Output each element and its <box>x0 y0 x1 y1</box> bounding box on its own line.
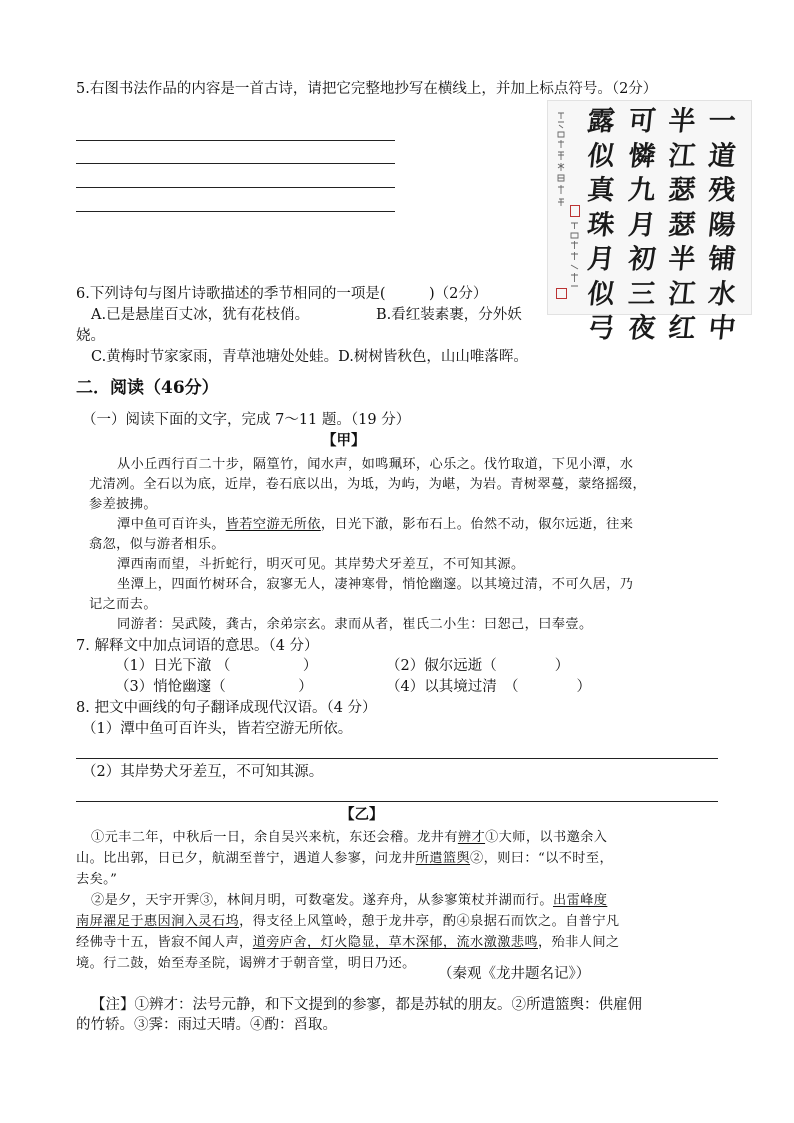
q8-sentence-2: （2）其岸势犬牙差互，不可知其源。 <box>82 764 324 780</box>
q6-option-b[interactable]: B.看红装素裹，分外妖 <box>376 307 522 323</box>
jia-line-underlined: 潭中鱼可百许头，皆若空游无所依，日光下澈，影布石上。佁然不动，俶尔远逝，往来 <box>117 517 634 532</box>
calligraphy-column-2: 半 江 瑟 瑟 半 江 红 <box>666 106 698 344</box>
calligraphy-inscription <box>556 111 570 214</box>
yi-line: 山。比出郭，日已夕，航湖至普宁，遇道人参寥，问龙井所遣篮舆②，则曰：“以不时至， <box>76 851 614 866</box>
yi-title: 【乙】 <box>340 806 384 823</box>
q6-options-cd[interactable]: C.黄梅时节家家雨，青草池塘处处蛙。D.树树皆秋色，山山唯落晖。 <box>91 349 528 365</box>
q7-stem: 7. 解释文中加点词语的意思。（4 分） <box>76 638 319 654</box>
q8-stem: 8. 把文中画线的句子翻译成现代汉语。（4 分） <box>76 700 377 716</box>
q5-text: 5.右图书法作品的内容是一首古诗，请把它完整地抄写在横线上，并加上标点符号。（2分） <box>76 81 658 97</box>
yi-line: ②是夕，天宇开霁③，林间月明，可数毫发。遂弃舟，从参寥策杖并湖而行。出雷峰度 <box>91 893 608 908</box>
part1-intro: （一）阅读下面的文字，完成 7～11 题。（19 分） <box>82 412 411 428</box>
note-line: 的竹轿。③霁：雨过天晴。④酌：舀取。 <box>76 1017 337 1033</box>
answer-line-1[interactable] <box>76 140 395 141</box>
q6-option-a[interactable]: A.已是悬崖百丈冰，犹有花枝俏。 <box>91 307 310 323</box>
jia-line: 坐潭上，四面竹树环合，寂寥无人，凄神寒骨，悄怆幽邃。以其境过清，不可久居，乃 <box>117 577 634 592</box>
jia-line: 从小丘西行百二十步，隔篁竹，闻水声，如鸣珮环，心乐之。伐竹取道，下见小潭，水 <box>117 457 634 472</box>
yi-line: 去矣。” <box>76 872 118 887</box>
q7-item-2[interactable]: （2）俶尔远逝（ ） <box>386 658 570 674</box>
jia-line: 潭西南而望，斗折蛇行，明灭可见。其岸势犬牙差互，不可知其源。 <box>117 557 525 572</box>
q7-item-3[interactable]: （3）悄怆幽邃（ ） <box>115 679 313 695</box>
calligraphy-image <box>547 100 752 344</box>
yi-line: 经佛寺十五，皆寂不闻人声，道旁庐舍，灯火隐显，草木深郁，流水激激悲鸣，殆非人间之 <box>76 935 620 950</box>
q7-item-4[interactable]: （4）以其境过清 （ ） <box>386 679 591 695</box>
yi-line: ①元丰二年，中秋后一日，余自吴兴来杭，东还会稽。龙井有辨才①大师，以书邀余入 <box>91 830 608 845</box>
jia-line: 尤清冽。全石以为底，近岸，卷石底以出，为坻，为屿，为嵁，为岩。青树翠蔓，蒙络摇缀， <box>89 477 647 492</box>
calligraphy-column-1: 一 道 残 陽 铺 水 中 <box>706 106 738 344</box>
seal-stamp <box>556 288 567 299</box>
yi-source: （秦观《龙井题名记》） <box>438 966 591 982</box>
answer-line-4[interactable] <box>76 211 395 212</box>
answer-line-2[interactable] <box>76 163 395 164</box>
q8-sentence-1: （1）潭中鱼可百许头，皆若空游无所依。 <box>82 721 353 737</box>
jia-title: 【甲】 <box>322 432 366 449</box>
q6-stem: 6.下列诗句与图片诗歌描述的季节相同的一项是( )（2分） <box>76 286 488 302</box>
inscription-strokes-2 <box>570 221 579 291</box>
jia-line: 参差披拂。 <box>89 497 157 512</box>
calligraphy-column-4: 露 似 真 珠 月 似 弓 <box>585 106 617 344</box>
calligraphy-column-3: 可 憐 九 月 初 三 夜 <box>626 106 658 344</box>
jia-line: 记之而去。 <box>89 597 157 612</box>
calligraphy-inscription-2 <box>570 221 580 294</box>
q8-answer-line-1[interactable] <box>76 758 718 759</box>
yi-line: 境。行二鼓，始至寿圣院，谒辨才于朝音堂，明日乃还。 <box>76 956 416 971</box>
seal-stamp-2 <box>570 205 580 217</box>
q7-item-1[interactable]: （1）日光下澈 （ ） <box>115 658 318 674</box>
yi-line: 南屏濯足于惠因涧入灵石坞，得支径上风篁岭，憩于龙井亭，酌④泉据石而饮之。自普宁凡 <box>76 914 620 929</box>
answer-line-3[interactable] <box>76 187 395 188</box>
section-title: 二．阅读（46分） <box>76 378 219 398</box>
underlined-sentence: 皆若空游无所依 <box>225 517 321 532</box>
q8-answer-line-2[interactable] <box>76 801 718 802</box>
inscription-strokes <box>556 111 566 211</box>
note-line: 【注】①辨才：法号元静，和下文提到的参寥，都是苏轼的朋友。②所遣篮舆：供雇佣 <box>91 997 642 1013</box>
q6-option-b-cont: 娆。 <box>76 328 105 344</box>
jia-line: 同游者：吴武陵，龚古，余弟宗玄。隶而从者，崔氏二小生：曰恕己，曰奉壹。 <box>117 617 593 632</box>
jia-line: 翕忽，似与游者相乐。 <box>89 537 225 552</box>
